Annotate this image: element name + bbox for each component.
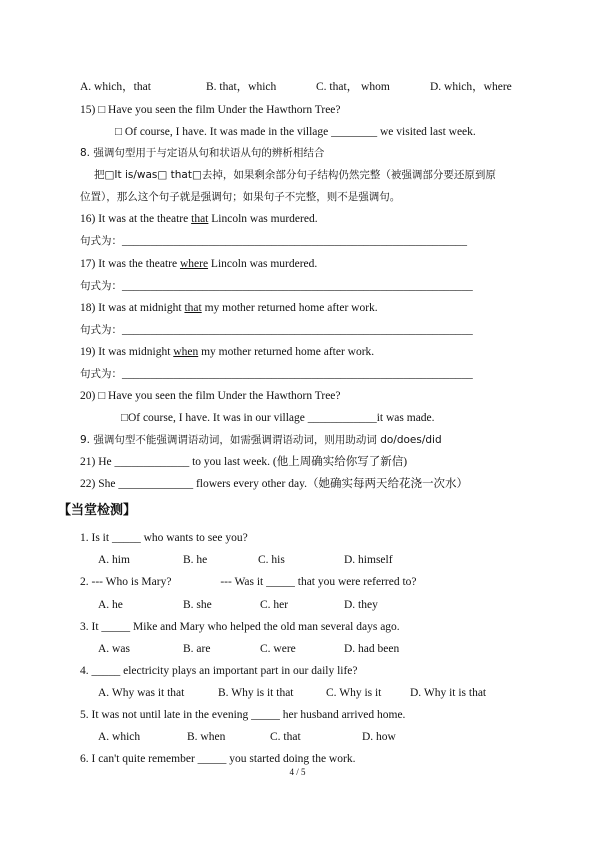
page-number: 4 / 5	[289, 767, 306, 777]
mcq-3-option-b: B. are	[183, 643, 211, 655]
mcq-3-option-c: C. were	[260, 643, 296, 655]
q19-underlined-word: when	[173, 346, 199, 358]
section-heading-in-class-test: 【当堂检测】	[58, 503, 137, 518]
q16-text-end: Lincoln was murdered.	[208, 213, 318, 225]
q14-option-d: D. which，where	[430, 81, 512, 93]
section-8-title: 8. 强调句型用于与定语从句和状语从句的辨析相结合	[80, 147, 325, 159]
mcq-3-option-a: A. was	[98, 643, 130, 655]
q16-pattern	[80, 234, 467, 248]
q15-answer: □ Of course, I have. It was made in the village ________ we visited last week.	[115, 126, 476, 138]
mcq-5-stem: 5. It was not until late in the evening _____ her husband arrived home.	[80, 709, 406, 721]
q16-underlined-word: that	[191, 213, 209, 225]
q17-sentence	[80, 257, 317, 271]
mcq-2-stem: 2. --- Who is Mary? --- Was it _____ that you were referred to?	[80, 576, 417, 588]
pattern-blank: ____________________________________________________________	[122, 235, 467, 247]
q20-answer: □Of course, I have. It was in our village ____________it was made.	[121, 412, 435, 424]
mcq-5-option-a: A. which	[98, 731, 141, 743]
mcq-3-option-d: D. had been	[344, 643, 400, 655]
q17-text: 17) It was the theatre	[80, 258, 180, 270]
q22-sentence: 22) She _____________ flowers every other day.（她确实每两天给花浇一次水）	[80, 478, 468, 490]
mcq-1-option-a: A. him	[98, 554, 130, 566]
q17-underlined-word: where	[179, 258, 209, 270]
pattern-blank: _____________________________________________________________	[122, 280, 473, 292]
pattern-blank: _____________________________________________________________	[122, 368, 473, 380]
pattern-label: 句式为：	[80, 324, 122, 336]
q17-pattern	[80, 279, 473, 293]
section-8-rule-line-1: 把□It is/was□ that□去掉，如果剩余部分句子结构仍然完整（被强调部分要还原到原	[94, 169, 496, 181]
section-8-rule-line-2: 位置），那么这个句子就是强调句；如果句子不完整，则不是强调句。	[80, 191, 401, 203]
q21-sentence: 21) He _____________ to you last week. (他上周确实给你写了新信)	[80, 456, 408, 468]
q15-question: 15) □ Have you seen the film Under the Hawthorn Tree?	[80, 104, 341, 116]
mcq-1-stem: 1. Is it _____ who wants to see you?	[80, 532, 248, 544]
q16-text: 16) It was at the theatre	[80, 213, 192, 225]
mcq-4-option-b: B. Why is it that	[218, 687, 294, 699]
mcq-2-option-d: D. they	[344, 599, 378, 611]
mcq-2-option-c: C. her	[260, 599, 289, 611]
q17-text-end: Lincoln was murdered.	[208, 258, 318, 270]
mcq-5-option-c: C. that	[270, 731, 301, 743]
q14-option-b: B. that，which	[206, 81, 277, 93]
mcq-3-stem: 3. It _____ Mike and Mary who helped the old man several days ago.	[80, 621, 400, 633]
mcq-2-option-a: A. he	[98, 599, 123, 611]
mcq-4-option-c: C. Why is it	[326, 687, 382, 699]
mcq-5-option-b: B. when	[187, 731, 226, 743]
q18-text: 18) It was at midnight	[80, 302, 185, 314]
pattern-blank: _____________________________________________________________	[122, 324, 473, 336]
q18-underlined-word: that	[184, 302, 202, 314]
pattern-label: 句式为：	[80, 280, 122, 292]
mcq-1-option-c: C. his	[258, 554, 285, 566]
q19-sentence	[80, 345, 374, 359]
q14-option-a: A. which，that	[80, 81, 151, 93]
mcq-4-option-d: D. Why it is that	[410, 687, 487, 699]
mcq-4-option-a: A. Why was it that	[98, 687, 185, 699]
pattern-label: 句式为：	[80, 368, 122, 380]
q20-question: 20) □ Have you seen the film Under the Hawthorn Tree?	[80, 390, 341, 402]
q18-sentence	[80, 301, 378, 315]
mcq-4-stem: 4. _____ electricity plays an important part in our daily life?	[80, 665, 358, 677]
q19-text-end: my mother returned home after work.	[198, 346, 375, 358]
mcq-6-stem: 6. I can't quite remember _____ you started doing the work.	[80, 753, 356, 765]
q14-option-c: C. that， whom	[316, 81, 390, 93]
mcq-5-option-d: D. how	[362, 731, 396, 743]
q19-pattern	[80, 367, 473, 381]
q18-pattern	[80, 323, 473, 337]
pattern-label: 句式为：	[80, 235, 122, 247]
q16-sentence	[80, 212, 318, 226]
mcq-1-option-d: D. himself	[344, 554, 393, 566]
mcq-1-option-b: B. he	[183, 554, 208, 566]
q19-text: 19) It was midnight	[80, 346, 174, 358]
q18-text-end: my mother returned home after work.	[201, 302, 378, 314]
mcq-2-option-b: B. she	[183, 599, 212, 611]
section-9-title: 9. 强调句型不能强调谓语动词，如需强调谓语动词，则用助动词 do/does/did	[80, 434, 442, 446]
